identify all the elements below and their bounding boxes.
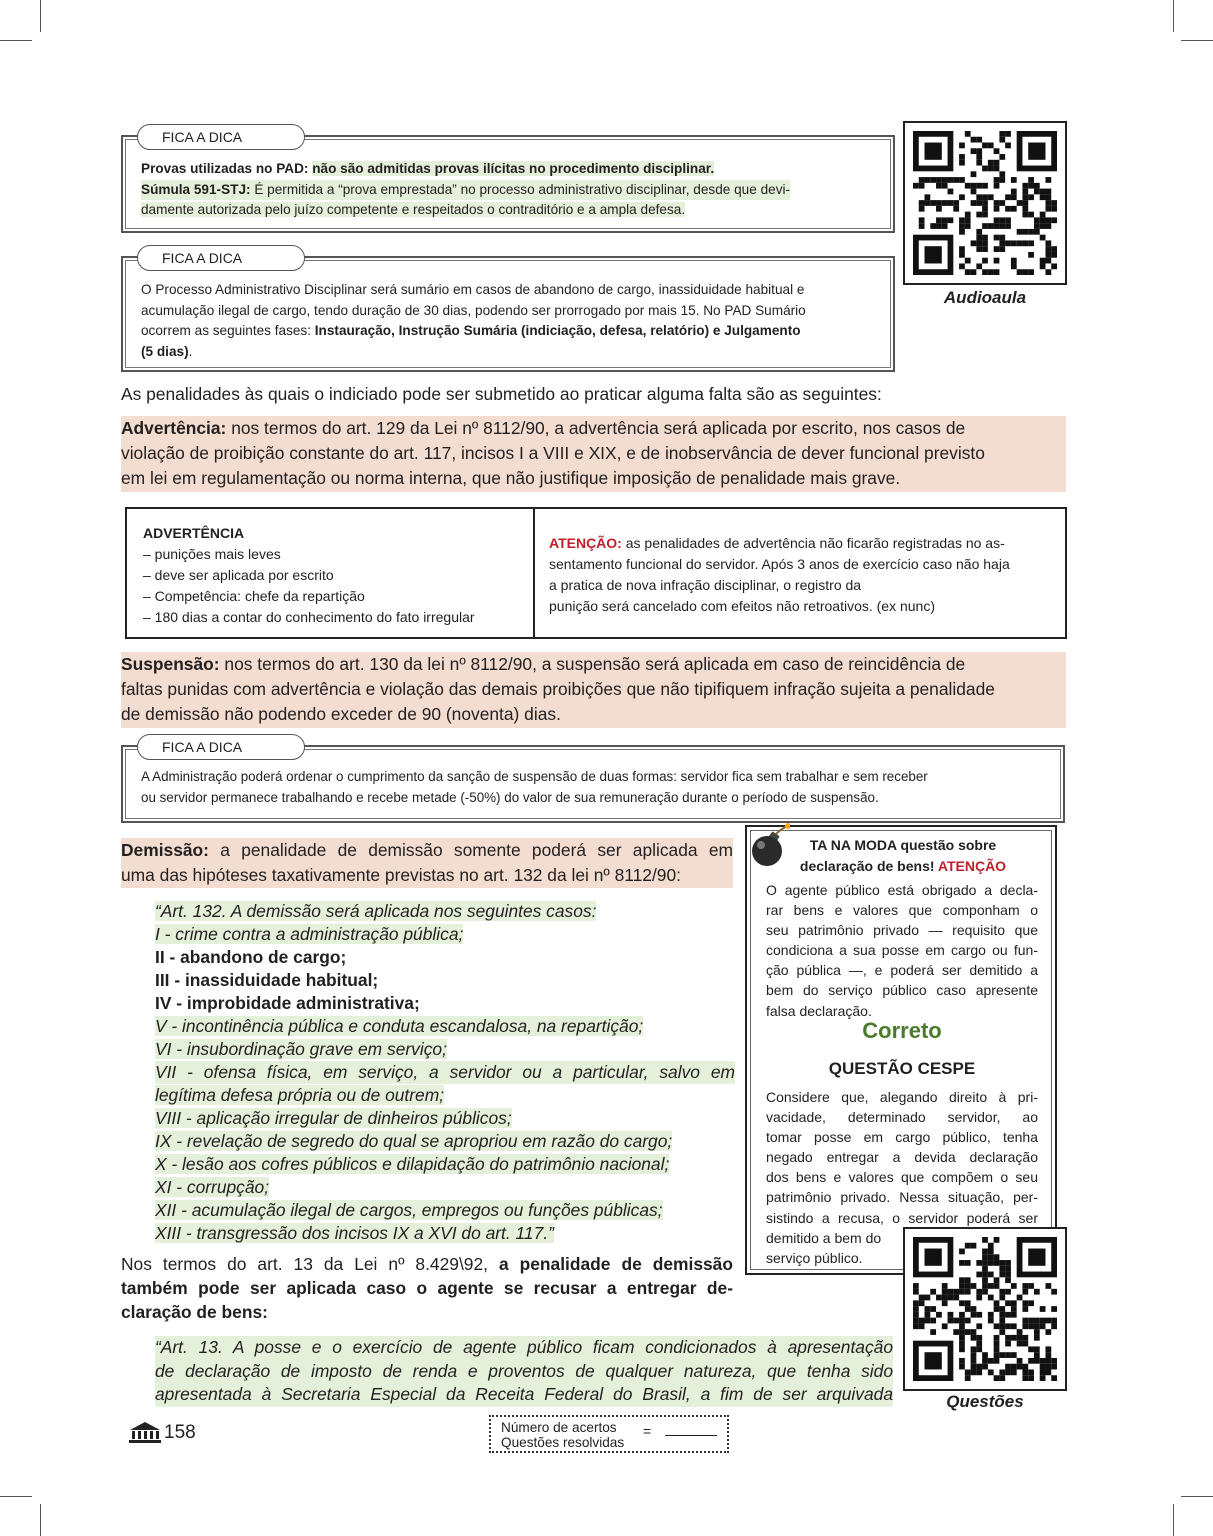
art-13-quote: “Art. 13. A posse e o exercício de agente público ficam condicionados à apresentação de declaração de imposto de renda e proventos de qualquer natureza, que tenha sido apresentada à Secretaria Especial da Receita Federal do Brasil, a fim de ser arquivada	[155, 1336, 893, 1407]
art-13-intro: Nos termos do art. 13 da Lei nº 8.429\92, a penalidade de demissão também pode ser aplicada caso o agente se recusar a entregar de- claração de bens:	[121, 1254, 733, 1322]
page-number: 158	[164, 1422, 196, 1443]
crop-mark	[1173, 0, 1174, 32]
score-box	[489, 1415, 729, 1453]
suspensao-paragraph: Suspensão: nos termos do art. 130 da lei nº 8112/90, a suspensão será aplicada em caso de reincidência de faltas punidas com advertência e violação das demais proibições que não tipifiquem infração sujeita a penalidade de demissão não podendo exceder de 90 (noventa) dias.	[121, 652, 1066, 728]
table-right-cell: ATENÇÃO: as penalidades de advertência não ficarão registradas no as- sentamento funcional do servidor. Após 3 anos de exercício caso não haja a pratica de nova infração disciplinar, o registro da punição será cancelado com efeitos não retroativos. (ex nunc)	[549, 535, 1010, 614]
qr-code-questoes[interactable]	[903, 1227, 1067, 1391]
crop-mark	[1181, 1496, 1213, 1497]
table-divider	[533, 509, 535, 637]
sidebar-text: O agente público está obrigado a decla- rar bens e valores que componham o seu patrimônio privado — requisito que condiciona a sua posse em cargo ou fun- ção pública —, e poderá ser demitido a bem do serviço público caso apresente falsa declaração.	[766, 882, 1038, 1019]
tip-box-3	[121, 739, 1065, 823]
sidebar-question-text: Considere que, alegando direito à pri- vacidade, determinado servidor, ao tomar posse em cargo público, tenha negado entregar a devida declaração dos bens e valores que compõem o seu patrimônio privado. Nessa situação, per- sistindo a recusa, o servidor poderá ser demitido a bem do serviço público.	[766, 1089, 1038, 1266]
crop-mark	[0, 40, 32, 41]
table-left-cell: ADVERTÊNCIA – punições mais leves – deve ser aplicada por escrito – Competência: chefe da repartição – 180 dias a contar do conhecimento do fato irregular	[143, 525, 475, 625]
qr-caption-questoes: Questões	[946, 1392, 1024, 1411]
crop-mark	[40, 1504, 41, 1536]
score-blank-line[interactable]	[665, 1435, 717, 1436]
qr-code-icon	[913, 1237, 1057, 1381]
qr-caption-audioaula: Audioaula	[943, 288, 1027, 307]
qr-code-audioaula[interactable]	[903, 121, 1067, 285]
institution-logo-icon	[128, 1421, 162, 1443]
tip-box-2	[121, 250, 895, 372]
qr-code-icon	[913, 131, 1057, 275]
sidebar-question-title: QUESTÃO CESPE	[828, 1059, 976, 1078]
art-132-quote: “Art. 132. A demissão será aplicada nos seguintes casos: I - crime contra a administração pública; II - abandono de cargo; III - inassiduidade habitual; IV - improbidade administrativa; V - incontinência pública e conduta escandalosa, na repartição; VI - insubordinação grave em serviço; VII - ofensa física, em serviço, a servidor ou a particular, salvo em legítima defesa própria ou de outrem; VIII - aplicação irregular de dinheiros públicos; IX - revelação de segredo do qual se apropriou em razão do cargo; X - lesão aos cofres públicos e dilapidação do patrimônio nacional; XI - corrupção; XII - acumulação ilegal de cargos, empregos ou funções públicas; XIII - transgressão dos incisos IX a XVI do art. 117.”	[155, 901, 735, 1243]
crop-mark	[1181, 40, 1213, 41]
intro-paragraph: As penalidades às quais o indiciado pode ser submetido ao praticar alguma falta são as seguintes:	[121, 384, 882, 404]
tip-text: A Administração poderá ordenar o cumprimento da sanção de suspensão de duas formas: servidor fica sem trabalhar e sem receber ou servidor permanece trabalhando e recebe metade (-50%) do valor de sua remuneração durante o período de suspensão.	[141, 769, 928, 805]
sidebar-answer: Correto	[862, 1018, 942, 1043]
score-labels: Número de acertos Questões resolvidas	[501, 1420, 625, 1450]
crop-mark	[0, 1496, 32, 1497]
tip-text: O Processo Administrativo Disciplinar será sumário em casos de abandono de cargo, inassiduidade habitual e acumulação ilegal de cargo, tendo duração de 30 dias, podendo ser prorrogado por mais 15. No PAD Sumário ocorrem as seguintes fases: Instauração, Instrução Sumária (indiciação, defesa, relatório) e Julgamento (5 dias).	[141, 282, 806, 359]
crop-mark	[40, 0, 41, 32]
tip-label: FICA A DICA	[137, 124, 305, 150]
tip-box-1	[121, 129, 895, 233]
sidebar-heading: TA NA MODA questão sobre declaração de bens! ATENÇÃO	[799, 837, 1007, 874]
demissao-paragraph: Demissão: a penalidade de demissão somente poderá ser aplicada em uma das hipóteses taxativamente previstas no art. 132 da lei nº 8112/90:	[121, 838, 733, 888]
advertencia-table	[125, 507, 1067, 639]
tip-label: FICA A DICA	[137, 245, 305, 271]
score-equals: =	[643, 1423, 652, 1439]
advertencia-paragraph: Advertência: nos termos do art. 129 da Lei nº 8112/90, a advertência será aplicada por escrito, nos casos de violação de proibição constante do art. 117, incisos I a VIII e XIX, e de inobservância de dever funcional previsto em lei em regulamentação ou norma interna, que não justifique imposição de penalidade mais grave.	[121, 416, 1066, 492]
tip-text: Provas utilizadas no PAD: não são admitidas provas ilícitas no procedimento disciplinar. Súmula 591-STJ: É permitida a “prova emprestada” no processo administrativo disciplinar, desde que devi- damente autorizada pelo juízo competente e respeitados o contraditório e a ampla defesa.	[141, 161, 791, 217]
crop-mark	[1173, 1504, 1174, 1536]
tip-label: FICA A DICA	[137, 734, 305, 760]
